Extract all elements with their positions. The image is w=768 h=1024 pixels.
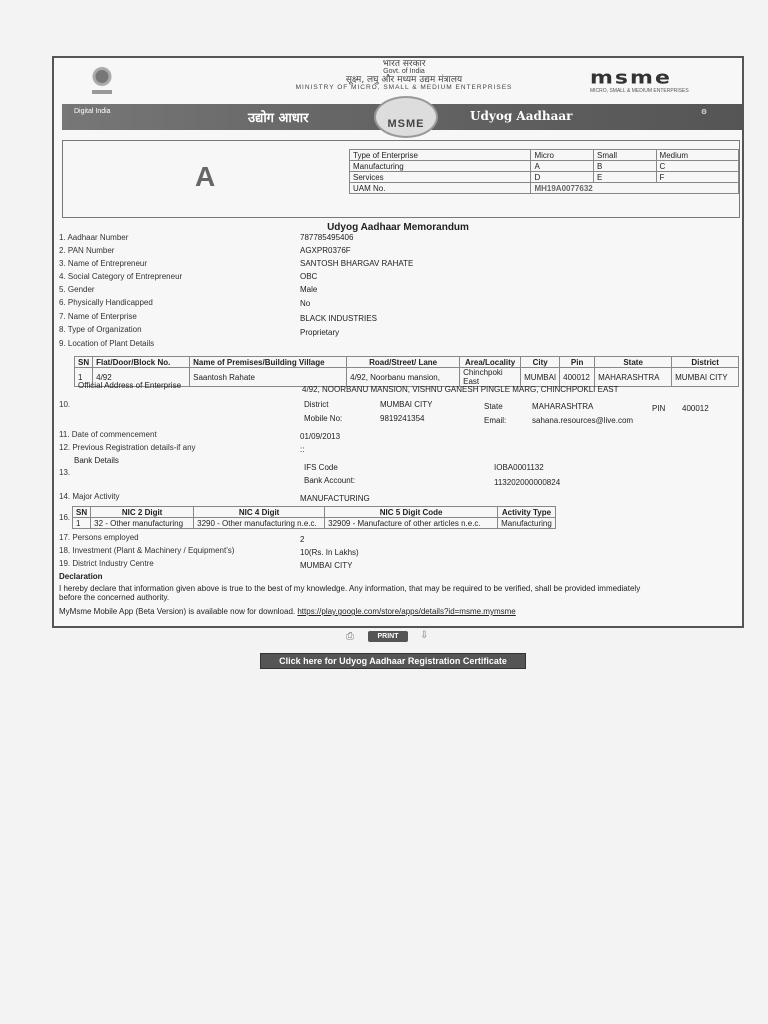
table-header: SN (73, 507, 91, 518)
table-cell: E (594, 172, 657, 183)
field-label: 2. PAN Number (59, 246, 115, 255)
msme-seal-icon: MSME (374, 96, 438, 138)
mobile-app-note (59, 607, 516, 616)
field-label: 14. Major Activity (59, 492, 120, 501)
field-label: 8. Type of Organization (59, 325, 142, 334)
declaration-text: before the concerned authority. (59, 593, 170, 602)
ifs-code: IOBA0001132 (494, 463, 544, 472)
table-row (350, 172, 739, 183)
enterprise-category-letter: A (195, 161, 216, 192)
table-cell: Services (350, 172, 531, 183)
pin-label: PIN (652, 404, 666, 413)
persons-employed: 2 (300, 535, 305, 544)
major-activity: MANUFACTURING (300, 494, 370, 503)
table-cell: 32909 - Manufacture of other articles n.e.c. (325, 518, 498, 529)
table-row (75, 357, 739, 368)
field-label: 18. Investment (Plant & Machinery / Equipment's) (59, 546, 235, 555)
table-cell: Chinchpoki East (460, 368, 521, 387)
ministry-english: MINISTRY OF MICRO, SMALL & MEDIUM ENTERPRISES (295, 84, 513, 91)
official-address-label: Official Address of Enterprise (78, 381, 182, 390)
field-label: 6. Physically Handicapped (59, 298, 153, 307)
table-header: NIC 2 Digit (91, 507, 194, 518)
ministry-hindi: सूक्ष्म, लघु और मध्यम उद्यम मंत्रालय (345, 75, 463, 85)
table-cell: Saantosh Rahate (190, 368, 347, 387)
table-cell: F (656, 172, 738, 183)
table-header: NIC 4 Digit (194, 507, 325, 518)
gov-hindi: भारत सरकार (382, 59, 426, 69)
field-number: 13. (59, 468, 71, 477)
mobile-label: Mobile No: (304, 414, 343, 423)
table-cell: A (531, 161, 594, 172)
mobile-value: 9819241354 (380, 414, 425, 423)
table-cell: C (656, 161, 738, 172)
table-cell: Manufacturing (498, 518, 556, 529)
table-cell: D (531, 172, 594, 183)
table-header: Activity Type (498, 507, 556, 518)
table-cell: B (594, 161, 657, 172)
print-button[interactable]: PRINT (368, 631, 408, 642)
government-heading (274, 60, 534, 92)
official-address: 4/92, NOORBANU MANSION, VISHNU GANESH PINGLE MARG, CHINCHPOKLI EAST (302, 385, 619, 394)
ifs-label: IFS Code (304, 463, 338, 472)
enterprise-category-box (62, 140, 740, 218)
table-row (350, 183, 739, 194)
field-label: 11. Date of commencement (59, 430, 157, 439)
table-cell: 4/92, Noorbanu mansion, (347, 368, 460, 387)
msme-logo: msme (590, 68, 672, 89)
table-header: State (595, 357, 672, 368)
gov-english: Govt. of India (383, 68, 425, 75)
pin-value: 400012 (682, 404, 709, 413)
mobile-app-text: MyMsme Mobile App (Beta Version) is available now for download. (59, 607, 296, 616)
table-row (350, 150, 739, 161)
table-cell: 1 (75, 368, 93, 387)
table-row (350, 161, 739, 172)
social-category: OBC (300, 272, 318, 281)
table-cell: 400012 (560, 368, 595, 387)
commencement-date: 01/09/2013 (300, 432, 341, 441)
memo-title: Udyog Aadhaar Memorandum (327, 222, 469, 233)
aadhaar-number: 787785495406 (300, 233, 354, 242)
field-label: 4. Social Category of Entrepreneur (59, 272, 183, 281)
bank-account-label: Bank Account: (304, 476, 356, 485)
table-header: Pin (560, 357, 595, 368)
declaration-text: I hereby declare that information given above is true to the best of my knowledge. Any information, that may be required to be verified, shall be provided immediately (59, 584, 641, 593)
table-cell: 4/92 (93, 368, 190, 387)
table-cell: Manufacturing (350, 161, 531, 172)
gender: Male (300, 285, 318, 294)
table-cell: Micro (531, 150, 594, 161)
header (54, 58, 742, 102)
email-value: sahana.resources@live.com (532, 416, 634, 425)
printer-icon[interactable]: ⎙ (346, 631, 354, 642)
investment: 10(Rs. In Lakhs) (300, 548, 359, 557)
table-cell: 1 (73, 518, 91, 529)
uam-number: MH19A0077632 (531, 183, 739, 194)
right-logo-icon: ⚙ (700, 109, 708, 116)
table-cell: 32 - Other manufacturing (91, 518, 194, 529)
msme-logo-subtitle: MICRO, SMALL & MEDIUM ENTERPRISES (590, 88, 689, 94)
bank-details-label: Bank Details (74, 456, 119, 465)
physically-handicapped: No (300, 299, 311, 308)
field-label: 1. Aadhaar Number (59, 233, 129, 242)
table-header: Name of Premises/Building Village (190, 357, 347, 368)
organization-type: Proprietary (300, 328, 340, 337)
download-icon[interactable]: ⇩ (420, 630, 429, 641)
table-cell: Type of Enterprise (350, 150, 531, 161)
field-number: 10. (59, 400, 71, 409)
table-row (73, 518, 556, 529)
table-cell: MAHARASHTRA (595, 368, 672, 387)
table-cell: Small (594, 150, 657, 161)
plant-details-label: 9. Location of Plant Details (59, 339, 155, 348)
enterprise-name: BLACK INDUSTRIES (300, 314, 377, 323)
field-label: 7. Name of Enterprise (59, 312, 137, 321)
banner-english-title: Udyog Aadhaar (470, 109, 573, 123)
table-cell: MUMBAI CITY (672, 368, 739, 387)
udyog-aadhaar-banner (62, 104, 742, 130)
table-header: SN (75, 357, 93, 368)
mobile-app-link[interactable]: https://play.google.com/store/apps/details?id=msme.mymsme (297, 607, 516, 616)
entrepreneur-name: SANTOSH BHARGAV RAHATE (300, 259, 414, 268)
table-header: Area/Locality (460, 357, 521, 368)
table-header: Flat/Door/Block No. (93, 357, 190, 368)
table-header: Road/Street/ Lane (347, 357, 460, 368)
table-header: District (672, 357, 739, 368)
field-label: 17. Persons employed (59, 533, 139, 542)
national-emblem-icon (88, 66, 116, 96)
memorandum-frame (52, 56, 744, 628)
table-cell: 3290 - Other manufacturing n.e.c. (194, 518, 325, 529)
previous-registration: :: (300, 445, 305, 454)
enterprise-type-table (349, 149, 739, 194)
table-header: NIC 5 Digit Code (325, 507, 498, 518)
table-header: City (521, 357, 560, 368)
field-label: 12. Previous Registration details-if any (59, 443, 196, 452)
district-industry-centre: MUMBAI CITY (300, 561, 353, 570)
certificate-button[interactable]: Click here for Udyog Aadhaar Registration Certificate (260, 653, 526, 669)
district-label: District (304, 400, 329, 409)
district-value: MUMBAI CITY (380, 400, 433, 409)
banner-hindi-title: उद्योग आधार (248, 111, 309, 126)
field-label: 3. Name of Entrepreneur (59, 259, 148, 268)
state-label: State (484, 402, 503, 411)
table-row (73, 507, 556, 518)
declaration-title: Declaration (59, 572, 103, 581)
table-cell: MUMBAI (521, 368, 560, 387)
nic-code-table (72, 506, 556, 529)
field-number: 16. (59, 513, 71, 522)
email-label: Email: (484, 416, 507, 425)
bank-account: 113202000000824 (494, 478, 561, 487)
uam-label: UAM No. (350, 183, 531, 194)
field-label: 19. District Industry Centre (59, 559, 154, 568)
state-value: MAHARASHTRA (532, 402, 594, 411)
table-cell: Medium (656, 150, 738, 161)
field-label: 5. Gender (59, 285, 95, 294)
pan-number: AGXPR0376F (300, 246, 351, 255)
digital-india-logo: Digital India (74, 108, 111, 115)
